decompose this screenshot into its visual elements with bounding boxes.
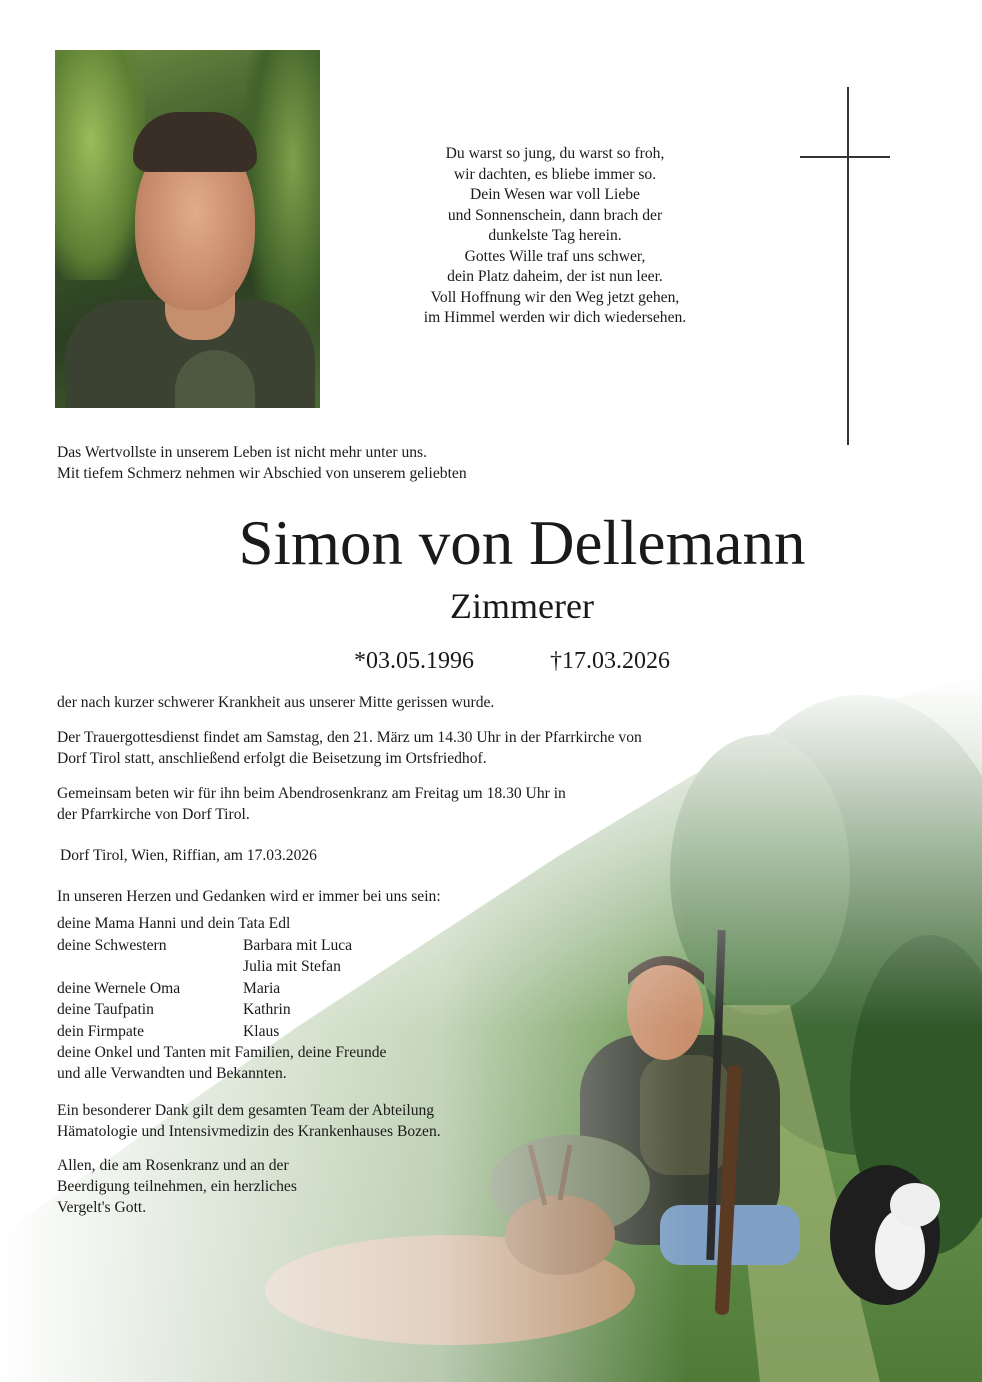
closing-thanks (57, 1155, 297, 1218)
mourners-intro: In unseren Herzen und Gedanken wird er immer bei uns sein: (57, 888, 441, 905)
funeral-service-info (57, 727, 642, 769)
death-date: †17.03.2026 (550, 648, 670, 674)
poem-line: Dein Wesen war voll Liebe (470, 186, 640, 203)
poem-line: und Sonnenschein, dann brach der (447, 206, 663, 224)
portrait-photo (55, 50, 320, 408)
cross-icon (847, 87, 849, 445)
relative-relation: deine Wernele Oma (57, 979, 181, 997)
text-line: der Pfarrkirche von Dorf Tirol. (57, 806, 250, 823)
relative-names: Klaus (243, 1022, 280, 1040)
poem-line: im Himmel werden wir dich wiedersehen. (423, 309, 687, 326)
poem-line: dein Platz daheim, der ist nun leer. (447, 268, 663, 285)
intro-text (57, 443, 467, 484)
list-item (57, 935, 557, 957)
text-line: deine Onkel und Tanten mit Familien, deine Freunde (57, 1044, 387, 1061)
place-and-date: Dorf Tirol, Wien, Riffian, am 17.03.2026 (60, 847, 317, 864)
text-line: Dorf Tirol statt, anschließend erfolgt die Beisetzung im Ortsfriedhof. (57, 750, 487, 767)
text-line: Gemeinsam beten wir für ihn beim Abendrosenkranz am Freitag um 18.30 Uhr in (57, 785, 566, 802)
relative-relation: dein Firmpate (57, 1022, 145, 1040)
relative-names: Maria (243, 979, 281, 997)
cross-icon-bar (800, 156, 890, 158)
deceased-profession: Zimmerer (450, 586, 594, 626)
list-item (57, 978, 557, 1000)
text-line: Allen, die am Rosenkranz und an der (57, 1157, 289, 1174)
intro-line: Mit tiefem Schmerz nehmen wir Abschied von unserem geliebten (57, 464, 467, 482)
text-line: Ein besonderer Dank gilt dem gesamten Team der Abteilung (57, 1102, 435, 1119)
text-line: der nach kurzer schwerer Krankheit aus unserer Mitte gerissen wurde. (57, 694, 495, 711)
extended-family (57, 1042, 386, 1084)
relative-names: Kathrin (243, 1001, 291, 1018)
relative-names: Barbara mit Luca (243, 936, 353, 954)
special-thanks (57, 1100, 441, 1142)
list-item (57, 1021, 557, 1043)
poem-line: Du warst so jung, du warst so froh, (445, 145, 665, 162)
poem-line: wir dachten, es bliebe immer so. (453, 165, 657, 183)
memorial-poem (360, 144, 750, 329)
text-line: Hämatologie und Intensivmedizin des Krankenhauses Bozen. (57, 1123, 441, 1140)
deceased-name: Simon von Dellemann (238, 508, 806, 578)
list-item (57, 999, 557, 1021)
poem-line: dunkelste Tag herein. (488, 227, 622, 244)
relative-relation: deine Taufpatin (57, 1001, 154, 1018)
relative-relation: deine Schwestern (57, 936, 167, 954)
relative-names: Julia mit Stefan (243, 958, 341, 975)
relatives-list (57, 913, 557, 1042)
text-line: und alle Verwandten und Bekannten. (57, 1065, 287, 1082)
text-line: Vergelt's Gott. (57, 1199, 147, 1216)
poem-line: Voll Hoffnung wir den Weg jetzt gehen, (430, 288, 680, 306)
list-item (57, 913, 557, 935)
intro-line: Das Wertvollste in unserem Leben ist nicht mehr unter uns. (57, 444, 428, 461)
list-item (57, 956, 557, 978)
rosary-info (57, 783, 566, 825)
relative-relation: deine Mama Hanni und dein Tata Edl (57, 915, 291, 932)
text-line: Beerdigung teilnehmen, ein herzliches (57, 1178, 297, 1195)
birth-date: *03.05.1996 (354, 648, 474, 674)
death-circumstance (57, 692, 494, 713)
text-line: Der Trauergottesdienst findet am Samstag, den 21. März um 14.30 Uhr in der Pfarrkirche von (57, 729, 642, 746)
poem-line: Gottes Wille traf uns schwer, (464, 247, 646, 265)
